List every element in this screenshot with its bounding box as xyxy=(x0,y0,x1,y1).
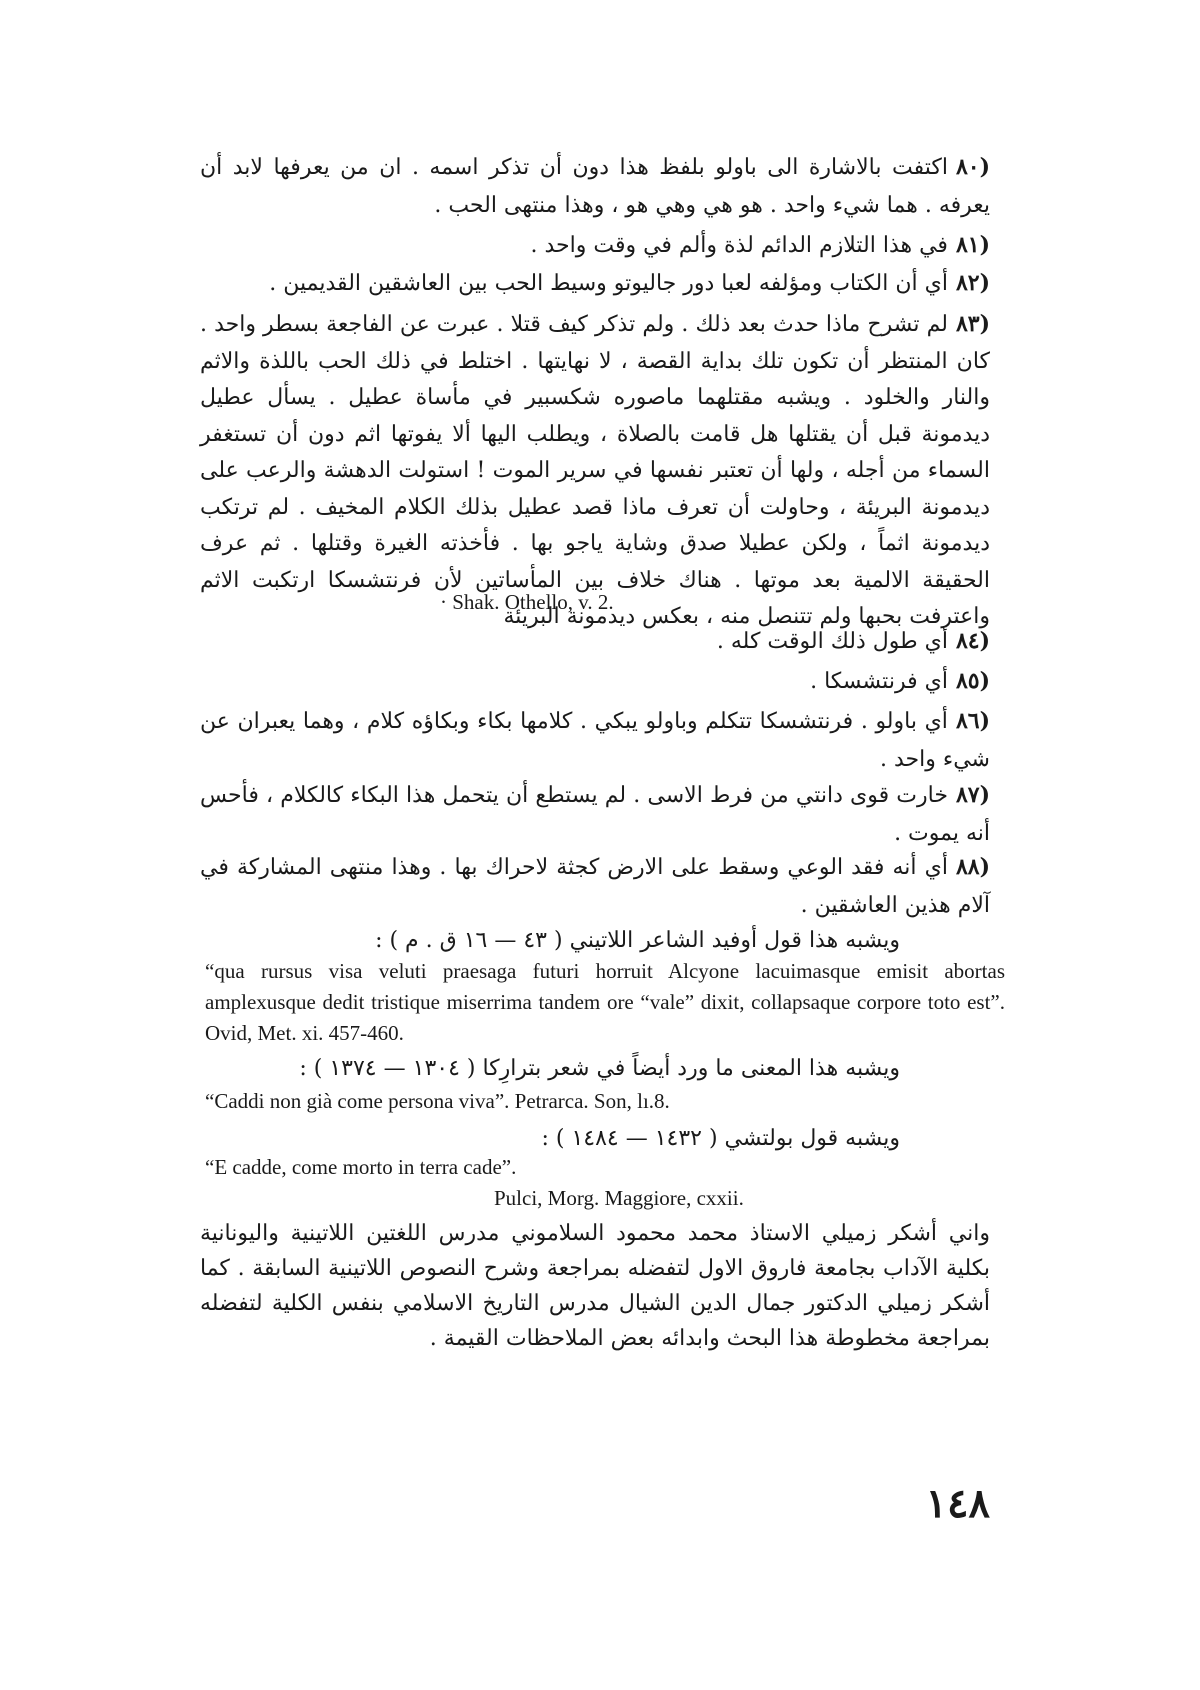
pulci-intro: ويشبه قول بولتشي ( ١٤٣٢ — ١٤٨٤ ) : xyxy=(541,1126,900,1151)
pulci-quote: “E cadde, come morto in terra cade”. xyxy=(205,1155,517,1179)
note-text: أي أنه فقد الوعي وسقط على الارض كجثة لاحراك بها . وهذا منتهى المشاركة في آلام هذين العاشقين . xyxy=(200,855,990,918)
note-81 xyxy=(200,226,990,265)
note-text: لم تشرح ماذا حدث بعد ذلك . ولم تذكر كيف قتلا . عبرت عن الفاجعة بسطر واحد . كان المنتظر أن تكون تلك بداية القصة ، لا نهايتها . اختلط في ذلك الحب باللذة والاثم والنار والخلود . ويشبه مقتلهما ماصوره شكسبير في مأساة عطيل . يسأل عطيل ديدمونة قبل أن يقتلها هل قامت بالصلاة ، ويطلب اليها ألا يفوتها اثم دون أن تستغفر السماء من أجله ، ولها أن تعتبر نفسها في سرير الموت ! استولت الدهشة والرعب على ديدمونة البريئة ، وحاولت أن تعرف ماذا قصد عطيل بذلك الكلام المخيف . لم ترتكب ديدمونة اثماً ، ولكن عطيلا صدق وشاية ياجو بها . فأخذته الغيرة وقتلها . ثم عرف الحقيقة الالمية بعد موتها . هناك خلاف بين المأساتين لأن فرنتشسكا ارتكبت الاثم واعترفت بحبها ولم تتنصل منه ، بعكس ديدمونة البريئة xyxy=(200,312,990,629)
acknowledgement: واني أشكر زميلي الاستاذ محمد محمود السلاموني مدرس اللغتين اللاتينية واليونانية بكلية الآداب بجامعة فاروق الاول لتفضله بمراجعة وشرح النصوص اللاتينية السابقة . كما أشكر زميلي الدكتور جمال الدين الشيال مدرس التاريخ الاسلامي بنفس الكلية لتفضله بمراجعة مخطوطة هذا البحث وابدائه بعض الملاحظات القيمة . xyxy=(200,1221,990,1351)
note-number: (٨٨ xyxy=(955,854,990,880)
note-text: أي أن الكتاب ومؤلفه لعبا دور جاليوتو وسيط الحب بين العاشقين القديمين . xyxy=(269,271,948,296)
note-text: أي باولو . فرنتشسكا تتكلم وباولو يبكي . كلامها بكاء وبكاؤه كلام ، وهما يعبران عن شيء واحد . xyxy=(200,709,990,772)
note-text: خارت قوى دانتي من فرط الاسى . لم يستطع أن يتحمل هذا البكاء كالكلام ، فأحس أنه يموت . xyxy=(200,783,990,846)
note-number: (٨٢ xyxy=(955,270,990,296)
petrarca-intro: ويشبه هذا المعنى ما ورد أيضاً في شعر بترارِكا ( ١٣٠٤ — ١٣٧٤ ) : xyxy=(299,1056,900,1081)
note-number: (٨١ xyxy=(955,232,990,258)
note-text: أي طول ذلك الوقت كله . xyxy=(716,629,948,654)
note-85 xyxy=(200,662,990,701)
note-84 xyxy=(200,622,990,661)
note-83 xyxy=(200,306,990,636)
note-number: (٨٧ xyxy=(955,782,990,808)
pulci-citation: Pulci, Morg. Maggiore, cxxii. xyxy=(494,1186,744,1210)
note-88 xyxy=(200,848,990,925)
note-80 xyxy=(200,148,990,225)
ovid-intro: ويشبه هذا قول أوفيد الشاعر اللاتيني ( ٤٣ — ١٦ ق . م ) : xyxy=(375,928,900,953)
note-number: (٨٣ xyxy=(955,311,990,337)
note-text: أي فرنتشسكا . xyxy=(810,669,948,694)
petrarca-quote: “Caddi non già come persona viva”. Petrarca. Son, lı.8. xyxy=(205,1089,670,1113)
note-87 xyxy=(200,776,990,853)
note-number: (٨٠ xyxy=(955,154,990,180)
note-text: في هذا التلازم الدائم لذة وألم في وقت واحد . xyxy=(530,233,948,258)
note-86 xyxy=(200,702,990,779)
othello-citation: · Shak. Othello, v. 2. xyxy=(440,590,614,614)
note-number: (٨٦ xyxy=(955,708,990,734)
note-82 xyxy=(200,264,990,303)
note-number: (٨٥ xyxy=(955,668,990,694)
note-text: اكتفت بالاشارة الى باولو بلفظ هذا دون أن تذكر اسمه . ان من يعرفها لابد أن يعرفه . هما شيء واحد . هو هي وهي هو ، وهذا منتهى الحب . xyxy=(200,155,990,218)
page-number: ١٤٨ xyxy=(925,1480,990,1527)
ovid-quote: “qua rursus visa veluti praesaga futuri horruit Alcyone lacuimasque emisit abortas amplexusque dedit tristique miserrima tandem ore “vale” dixit, collapsaque corpore toto est”. Ovid, Met. xi. 457-460. xyxy=(205,959,1005,1045)
note-number: (٨٤ xyxy=(955,628,990,654)
